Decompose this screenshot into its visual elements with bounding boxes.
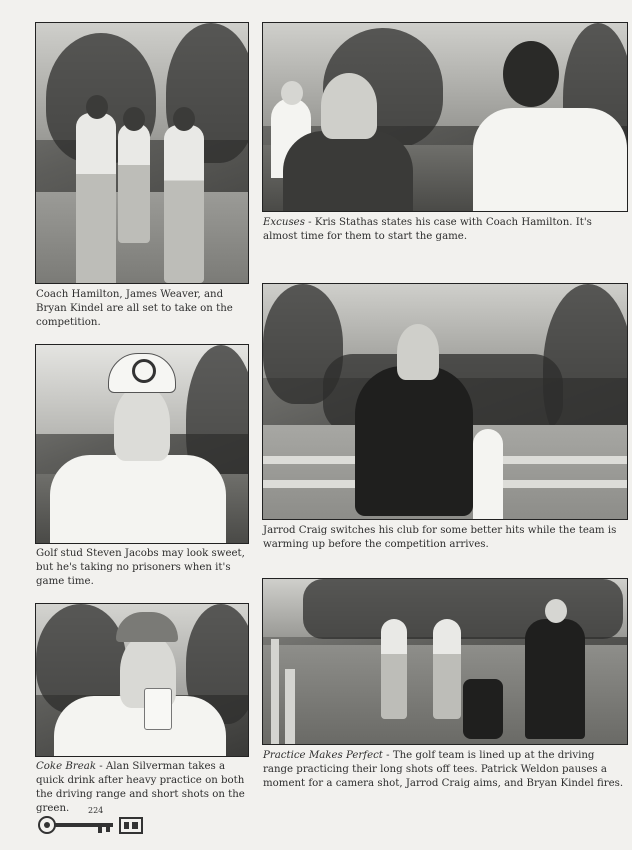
photo-steven <box>35 344 249 544</box>
caption-excuses-lead: Excuses <box>263 217 305 228</box>
photo-coke-break <box>35 603 249 757</box>
photo-steven-shirt <box>50 455 226 544</box>
photo-coach-head <box>503 41 559 107</box>
photo-golf-bag <box>463 679 503 739</box>
caption-coach-group: Coach Hamilton, James Weaver, and Bryan Kindel are all set to take on the competition. <box>36 289 233 328</box>
photo-swinging-golfer <box>525 619 585 739</box>
photo-excuses <box>262 22 628 212</box>
caption-practice <box>263 749 625 791</box>
photo-figure <box>164 125 204 283</box>
caption-excuses <box>263 216 623 244</box>
caption-excuses-body: - Kris Stathas states his case with Coach Hamilton. It's almost time for them to start the game. <box>263 217 592 242</box>
caption-jarrod: Jarrod Craig switches his club for some better hits while the team is warming up before the competition arrives. <box>263 525 617 550</box>
photo-figure <box>433 619 461 719</box>
photo-fence <box>271 639 279 745</box>
caption-coke-lead: Coke Break <box>36 761 97 772</box>
photo-fence <box>285 669 295 745</box>
caption-practice-body: - The golf team is lined up at the driving range practicing their long shots off tees. Patrick Weldon pauses a moment for a camera shot, Jarrod Craig aims, and Bryan Kindel fires. <box>263 750 624 789</box>
cap-logo-icon <box>132 359 156 383</box>
photo-steven-face <box>114 385 170 461</box>
photo-practice <box>262 578 628 745</box>
photo-bg-golfer <box>473 429 503 519</box>
caption-steven: Golf stud Steven Jacobs may look sweet, but he's taking no prisoners when it's game time. <box>36 548 245 587</box>
photo-figure <box>381 619 407 719</box>
photo-coach <box>473 108 627 212</box>
photo-kris-head <box>321 73 377 139</box>
caption-coke-break <box>36 760 248 816</box>
photo-jarrod-sweater <box>355 366 473 516</box>
photo-head <box>173 107 195 131</box>
photo-head <box>281 81 303 105</box>
photo-jarrod-head <box>397 324 439 380</box>
photo-figure <box>118 123 150 243</box>
caption-practice-lead: Practice Makes Perfect <box>263 750 383 761</box>
photo-coach-group <box>35 22 249 284</box>
photo-figure <box>76 113 116 284</box>
page-number: 224 <box>88 806 104 815</box>
photo-head <box>545 599 567 623</box>
caption-coke-body: - Alan Silverman takes a quick drink after heavy practice on both the driving range and short shots on the green. <box>36 761 245 814</box>
cup-icon <box>144 688 172 730</box>
photo-jarrod <box>262 283 628 520</box>
photo-head <box>123 107 145 131</box>
key-logo-icon <box>36 814 146 836</box>
photo-kris <box>283 131 413 212</box>
photo-head <box>86 95 108 119</box>
